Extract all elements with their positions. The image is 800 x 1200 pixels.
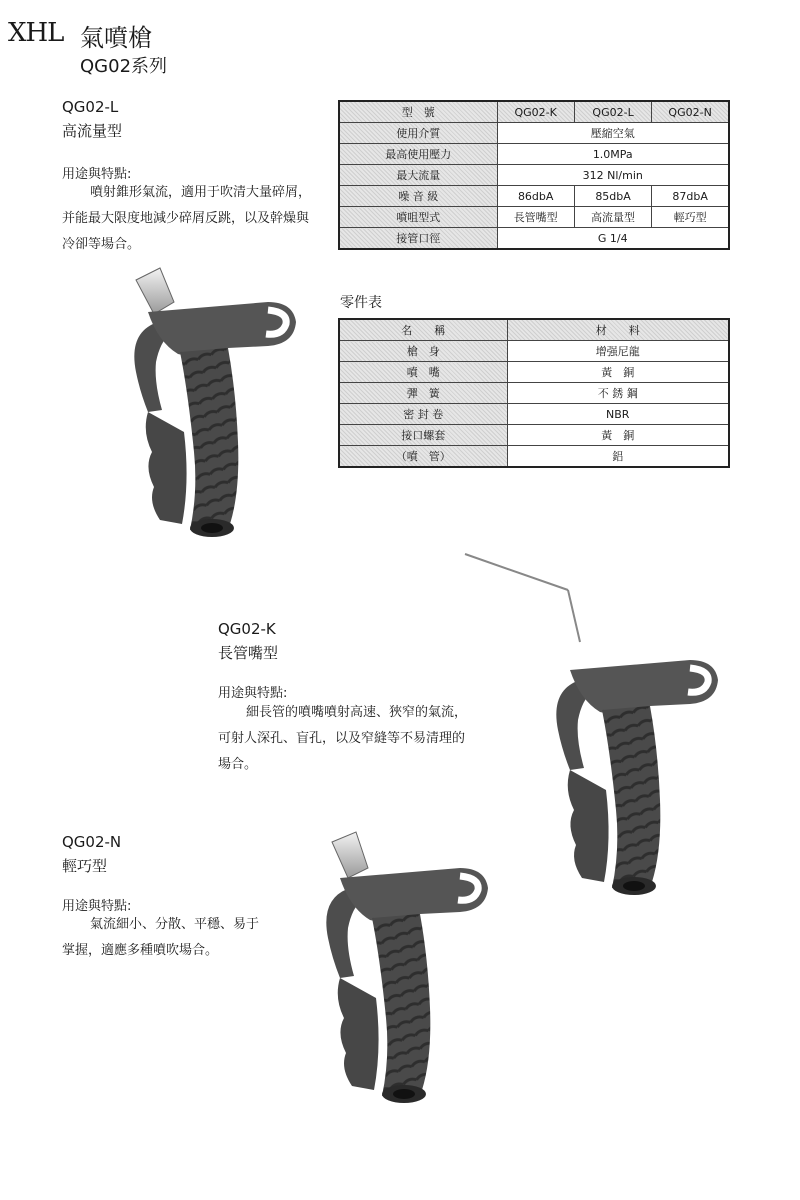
table-row bbox=[339, 341, 729, 362]
table-row bbox=[339, 186, 729, 207]
spec-value-n: 87dbA bbox=[652, 186, 729, 207]
product-desc-k: 細長管的噴嘴噴射高速、狹窄的氣流， 可射人深孔、盲孔，以及窄縫等不易清理的 場合。 bbox=[218, 705, 468, 772]
series-title: QG02系列 bbox=[80, 56, 168, 77]
spec-value: G 1/4 bbox=[497, 228, 729, 250]
spec-label: 接管口徑 bbox=[339, 228, 497, 250]
product-desc-l: 噴射錐形氣流，適用于吹清大量碎屑， 并能最大限度地減少碎屑反跳，以及幹燥與 冷卻等場合。 bbox=[62, 185, 312, 252]
parts-table-title: 零件表 bbox=[340, 295, 382, 311]
spec-header-l: QG02-L bbox=[574, 101, 651, 123]
part-material: 不 銹 鋼 bbox=[507, 383, 729, 404]
product-model-l: QG02-L bbox=[62, 98, 119, 116]
product-type-k: 長管嘴型 bbox=[218, 644, 279, 662]
product-model-k: QG02-K bbox=[218, 620, 276, 638]
part-material: 黃 銅 bbox=[507, 425, 729, 446]
table-row bbox=[339, 144, 729, 165]
table-row bbox=[339, 123, 729, 144]
table-row bbox=[339, 362, 729, 383]
usage-label-l: 用途與特點: bbox=[62, 167, 132, 182]
part-name: 噴 嘴 bbox=[339, 362, 507, 383]
spec-label: 最高使用壓力 bbox=[339, 144, 497, 165]
parts-header-name: 名 稱 bbox=[339, 319, 507, 341]
spec-value: 壓縮空氣 bbox=[497, 123, 729, 144]
part-name: 槍 身 bbox=[339, 341, 507, 362]
spec-header-row bbox=[339, 101, 729, 123]
page-title: 氣噴槍 bbox=[80, 24, 152, 52]
parts-header-material: 材 料 bbox=[507, 319, 729, 341]
table-row bbox=[339, 207, 729, 228]
part-material: 增强尼龍 bbox=[507, 341, 729, 362]
product-desc-n: 氣流細小、分散、平穩、易于 掌握，適應多種噴吹場合。 bbox=[62, 917, 260, 958]
spec-value-n: 輕巧型 bbox=[652, 207, 729, 228]
parts-table bbox=[338, 318, 730, 468]
spec-value-k: 86dbA bbox=[497, 186, 574, 207]
product-type-l: 高流量型 bbox=[62, 122, 123, 140]
product-model-n: QG02-N bbox=[62, 833, 122, 851]
part-name: 接口螺套 bbox=[339, 425, 507, 446]
parts-header-row bbox=[339, 319, 729, 341]
part-name: 密 封 卷 bbox=[339, 404, 507, 425]
part-material: NBR bbox=[507, 404, 729, 425]
table-row bbox=[339, 228, 729, 250]
table-row bbox=[339, 404, 729, 425]
part-name: 彈 簧 bbox=[339, 383, 507, 404]
spec-value-l: 高流量型 bbox=[574, 207, 651, 228]
spec-value-k: 長管嘴型 bbox=[497, 207, 574, 228]
table-row bbox=[339, 383, 729, 404]
table-row bbox=[339, 446, 729, 468]
product-type-n: 輕巧型 bbox=[62, 857, 108, 875]
part-name: （噴 管） bbox=[339, 446, 507, 468]
spec-table bbox=[338, 100, 730, 250]
table-row bbox=[339, 165, 729, 186]
brand-logo: XHL bbox=[8, 18, 64, 48]
spec-value: 312 Nl/min bbox=[497, 165, 729, 186]
spec-value-l: 85dbA bbox=[574, 186, 651, 207]
spec-label: 噴咀型式 bbox=[339, 207, 497, 228]
air-gun-n-image bbox=[310, 828, 500, 1118]
part-material: 鋁 bbox=[507, 446, 729, 468]
spec-header-n: QG02-N bbox=[652, 101, 729, 123]
usage-label-n: 用途與特點: bbox=[62, 899, 132, 914]
spec-header-model: 型 號 bbox=[339, 101, 497, 123]
spec-label: 使用介質 bbox=[339, 123, 497, 144]
spec-label: 最大流量 bbox=[339, 165, 497, 186]
table-row bbox=[339, 425, 729, 446]
air-gun-l-image bbox=[118, 262, 308, 552]
usage-label-k: 用途與特點: bbox=[218, 686, 288, 701]
part-material: 黃 銅 bbox=[507, 362, 729, 383]
air-gun-k-image bbox=[540, 550, 740, 910]
spec-header-k: QG02-K bbox=[497, 101, 574, 123]
spec-value: 1.0MPa bbox=[497, 144, 729, 165]
spec-label: 噪 音 級 bbox=[339, 186, 497, 207]
